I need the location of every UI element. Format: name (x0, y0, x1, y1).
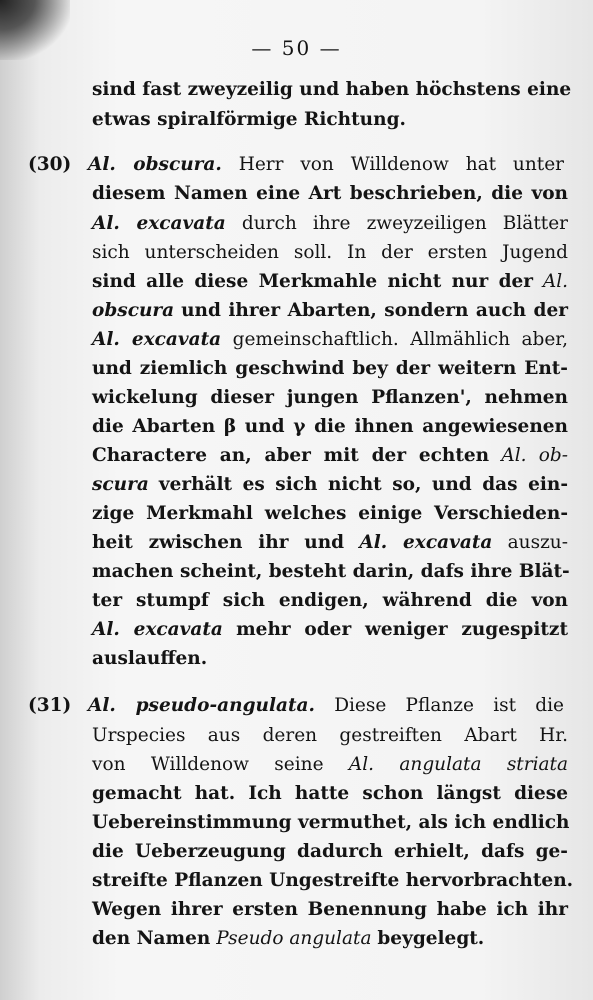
text-line: ter stumpf sich endigen, während die von (92, 590, 568, 611)
text-line: diesem Namen eine Art beschrieben, die von (92, 183, 568, 204)
text-line: sind fast zweyzeilig und haben höchstens eine (92, 79, 572, 100)
text-line: Charactere an, aber mit der echten Al. ob- (92, 445, 568, 466)
text-line: wickelung dieser jungen Pflanzen', nehmen (92, 387, 568, 408)
text-line: Al. excavata durch ihre zweyzeiligen Blätter (92, 213, 568, 234)
text-line: streifte Pflanzen Ungestreifte hervorbrachten. (92, 870, 574, 891)
page-number: — 50 — (251, 36, 342, 60)
species-name: Al. obscura. (88, 154, 222, 175)
text-line: Al. excavata gemeinschaftlich. Allmählich aber, (92, 329, 568, 350)
text-line: zige Merkmahl welches einige Verschieden- (92, 503, 568, 524)
section-number: (31) (28, 695, 72, 716)
text-line: die Abarten β und γ die ihnen angewiesenen (92, 416, 568, 437)
text-line: auslauffen. (92, 648, 208, 669)
text-line: scura verhält es sich nicht so, und das ein- (92, 474, 568, 495)
species-name: Al. pseudo-angulata. (88, 695, 315, 716)
text-line: die Ueberzeugung dadurch erhielt, dafs ge- (92, 841, 568, 862)
section-30-first-line: (30) Al. obscura. Herr von Willdenow hat unter (28, 154, 564, 175)
section-number: (30) (28, 154, 72, 175)
text-line: und ziemlich geschwind bey der weitern Ent- (92, 358, 568, 379)
text-line: von Willdenow seine Al. angulata striata (92, 754, 568, 775)
text-line: heit zwischen ihr und Al. excavata auszu- (92, 532, 568, 553)
text-line: sich unterscheiden soll. In der ersten Jugend (92, 242, 568, 263)
text-line: gemacht hat. Ich hatte schon längst diese (92, 783, 568, 804)
text-line: Wegen ihrer ersten Benennung habe ich ihr (92, 899, 568, 920)
text-line: machen scheint, besteht darin, dafs ihre Blät- (92, 561, 570, 582)
text-line: Al. excavata mehr oder weniger zugespitzt (92, 619, 568, 640)
text-line: etwas spiralförmige Richtung. (92, 109, 406, 130)
text-line: den Namen Pseudo angulata beygelegt. (92, 928, 485, 949)
text-line: Urspecies aus deren gestreiften Abart Hr. (92, 725, 568, 746)
text-line: sind alle diese Merkmahle nicht nur der Al. (92, 271, 568, 292)
text-line: obscura und ihrer Abarten, sondern auch der (92, 300, 568, 321)
section-31-first-line: (31) Al. pseudo-angulata. Diese Pflanze ist die (28, 695, 564, 716)
text-line: Uebereinstimmung vermuthet, als ich endlich (92, 812, 570, 833)
